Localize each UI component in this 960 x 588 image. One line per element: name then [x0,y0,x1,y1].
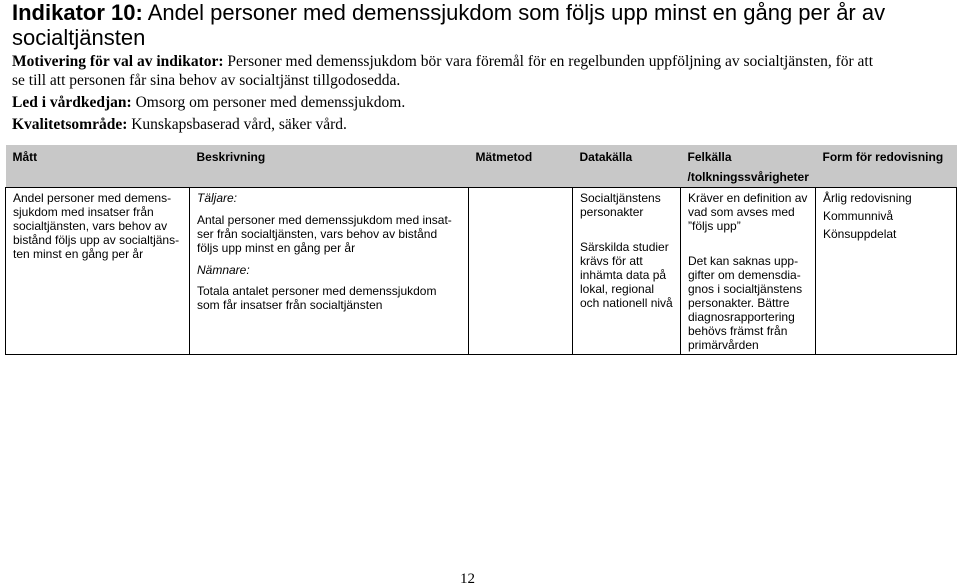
header-felkalla: Felkälla /tolkningssvårigheter [681,145,816,188]
redovisning-text-3: Könsuppdelat [823,227,897,241]
motivation-text: Personer med demenssjukdom bör vara föremål för en regelbunden uppföljning av socialtjänsten, för att se till att personen får sina behov av socialtjänst tillgodosedda. [12,53,874,89]
cell-redovisning [816,188,957,355]
indicator-intro [12,52,873,137]
indicator-title: Andel personer med demenssjukdom som följs upp minst en gång per år av socialtjänsten [12,0,886,50]
felkalla-text-2: Det kan saknas upp- gifter om demensdia- gnos i socialtjänstens personakter. Bättre diagnosrapportering behövs främst från primärvården [688,254,803,352]
table-header-row [6,145,957,188]
redovisning-text-2: Kommunnivå [823,209,894,223]
header-matt: Mått [6,145,190,188]
datakalla-text-1: Socialtjänstens personakter [580,191,661,219]
page-title [12,0,885,50]
header-matmetod: Mätmetod [469,145,573,188]
page-number: 12 [460,571,475,587]
redovisning-text-1: Årlig redovisning [823,191,912,205]
motivation-paragraph [12,52,873,90]
matt-text: Andel personer med demens- sjukdom med insatser från socialtjänsten, vars behov av bistånd följs upp av socialtjäns- ten minst en gång per år [13,191,180,261]
datakalla-text-2: Särskilda studier krävs för att inhämta data på lokal, regional och nationell nivå [580,240,673,310]
indicator-number: Indikator 10: [12,0,143,25]
care-chain-text: Omsorg om personer med demenssjukdom. [135,94,406,111]
motivation-label: Motivering för val av indikator: [12,53,224,70]
numerator-text: Antal personer med demenssjukdom med insat- ser från socialtjänsten, vars behov av bistånd följs upp minst en gång per år [197,213,452,255]
cell-beskrivning [190,188,469,355]
care-chain-paragraph [12,93,873,112]
quality-area-text: Kunskapsbaserad vård, säker vård. [131,116,347,133]
cell-felkalla [681,188,816,355]
header-redovisning: Form för redovisning [816,145,957,188]
quality-area-label: Kvalitetsområde: [12,116,128,133]
quality-area-paragraph [12,115,873,134]
felkalla-text-1: Kräver en definition av vad som avses med ”följs upp” [688,191,808,233]
table-row [6,188,957,355]
care-chain-label: Led i vårdkedjan: [12,94,132,111]
denominator-label: Nämnare: [197,263,250,277]
denominator-text: Totala antalet personer med demenssjukdom som får insatser från socialtjänsten [197,284,437,312]
header-datakalla: Datakälla [573,145,681,188]
numerator-label: Täljare: [197,191,238,205]
header-beskrivning: Beskrivning [190,145,469,188]
cell-datakalla [573,188,681,355]
cell-matmetod [469,188,573,355]
indicator-table [5,145,957,355]
cell-matt [6,188,190,355]
